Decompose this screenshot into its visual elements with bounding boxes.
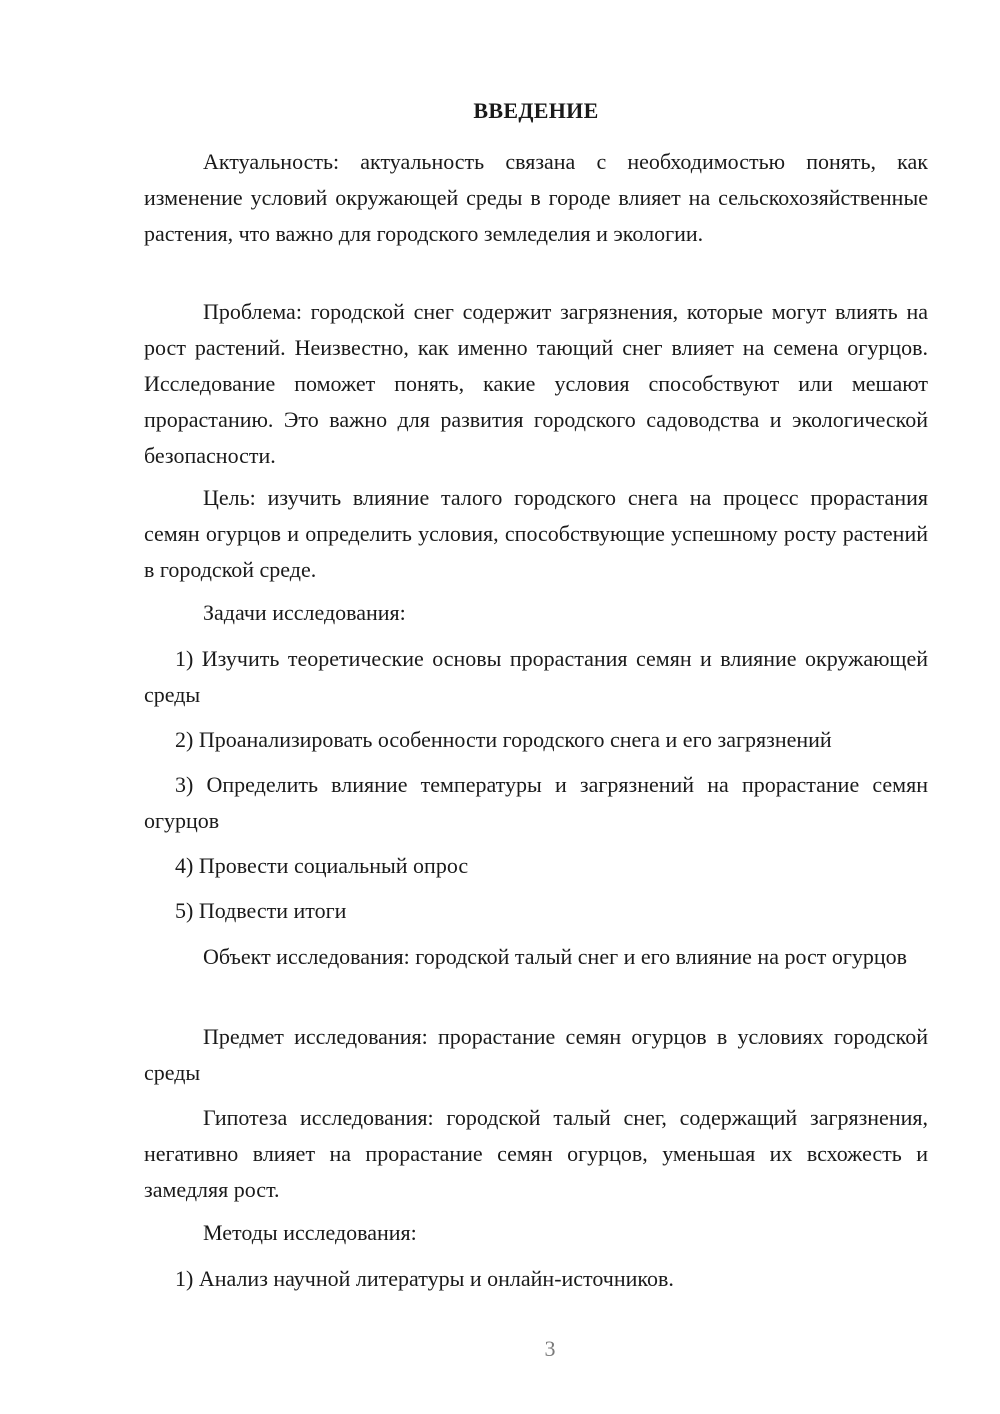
paragraph-relevance: Актуальность: актуальность связана с необходимостью понять, как изменение условий окружающей среды в городе влияет на сельскохозяйственные растения, что важно для городского земледелия и экологии. [144,149,928,246]
page-number: 3 [544,1336,556,1361]
task-item-3: 3) Определить влияние температуры и загрязнений на прорастание семян огурцов [144,772,928,833]
paragraph-subject: Предмет исследования: прорастание семян огурцов в условиях городской среды [144,1024,928,1085]
task-item-5: 5) Подвести итоги [175,898,347,923]
paragraph-tasks-title: Задачи исследования: [203,600,406,625]
task-item-4: 4) Провести социальный опрос [175,853,469,878]
task-item-2: 2) Проанализировать особенности городского снега и его загрязнений [175,727,832,752]
section-heading: ВВЕДЕНИЕ [473,98,599,123]
task-item-1: 1) Изучить теоретические основы прорастания семян и влияние окружающей среды [144,646,928,707]
paragraph-goal: Цель: изучить влияние талого городского снега на процесс прорастания семян огурцов и определить условия, способствующие успешному росту растений в городской среде. [144,485,928,582]
paragraph-hypothesis: Гипотеза исследования: городской талый снег, содержащий загрязнения, негативно влияет на прорастание семян огурцов, уменьшая их всхожесть и замедляя рост. [144,1105,928,1202]
paragraph-methods-title: Методы исследования: [203,1220,417,1245]
paragraph-problem: Проблема: городской снег содержит загрязнения, которые могут влиять на рост растений. Неизвестно, как именно тающий снег влияет на семена огурцов. Исследование поможет понять, какие условия способствуют или мешают прорастанию. Это важно для развития городского садоводства и экологической безопасности. [144,299,928,468]
document-page [144,0,928,1414]
method-item-1: 1) Анализ научной литературы и онлайн-источников. [175,1266,674,1291]
paragraph-object: Объект исследования: городской талый снег и его влияние на рост огурцов [203,944,908,969]
